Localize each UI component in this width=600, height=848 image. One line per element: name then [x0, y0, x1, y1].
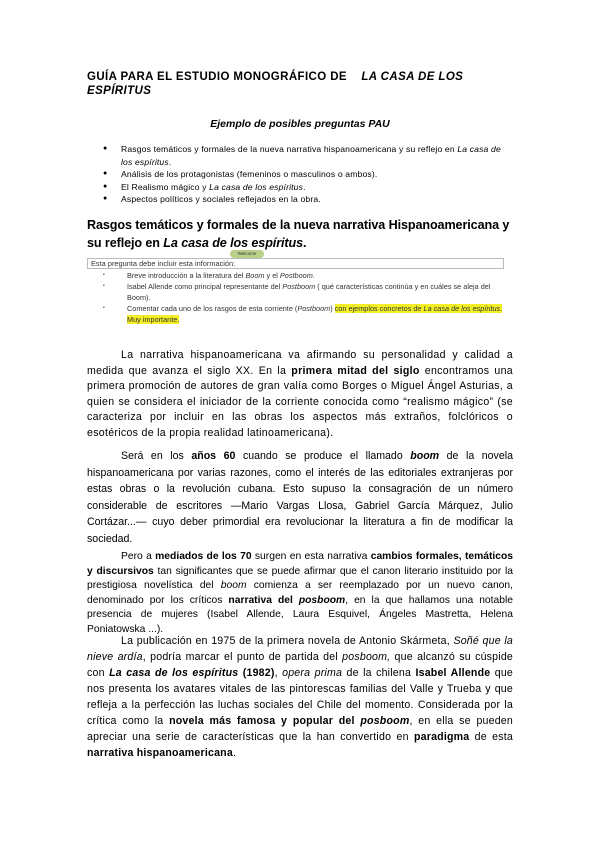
- list-item: ● El Realismo mágico y La casa de los espíritus.: [103, 181, 513, 194]
- title-main: GUÍA PARA EL ESTUDIO MONOGRÁFICO DE: [87, 71, 347, 83]
- list-item: • Isabel Allende como principal representante del Postboom ( qué características continúa y en cuáles se aleja del Boom).: [87, 281, 503, 303]
- list-item: ● Rasgos temáticos y formales de la nueva narrativa hispanoamericana y su reflejo en La casa de los espíritus.: [103, 143, 513, 168]
- highlight: con ejemplos concretos de La casa de los espíritus. Muy importante.: [127, 304, 503, 324]
- info-box-header: Esta pregunta debe incluir esta información:: [87, 258, 504, 269]
- paragraph-4: La publicación en 1975 de la primera novela de Antonio Skármeta, Soñé que la nieve ardía, podría marcar el punto de partida del posboom, que alcanzó su cúspide con La casa de los espíritus (1982), opera prima de la chilena Isabel Allende que nos presenta los avatares vitales de las pintorescas familias del Valle y Trueba y que refleja a la perfección las luchas sociales del Chile del momento. Considerada por la crítica como la novela más famosa y popular del posboom, en ella se pueden apreciar una serie de características que la han convertido en paradigma de esta narrativa hispanoamericana.: [87, 635, 514, 759]
- question-list: [103, 143, 513, 206]
- list-item: ● Análisis de los protagonistas (femeninos o masculinos o ambos).: [103, 168, 513, 181]
- comment-tag: Welcome: [230, 250, 264, 258]
- list-item: • Breve introducción a la literatura del Boom y el Postboom.: [87, 270, 503, 281]
- paragraph-2: Será en los años 60 cuando se produce el llamado boom de la novela hispanoamericana por varias razones, como el interés de las editoriales extranjeras por estas obras o la revolución cubana. Esto supuso la consagración de un número considerable de escritores ―Mario Vargas Llosa, Gabriel García Márquez, Julio Cortázar...― cuyo deber primordial era revolucionar la literatura a fin de modificar la sociedad.: [87, 450, 513, 545]
- list-item: ● Aspectos políticos y sociales reflejados en la obra.: [103, 193, 513, 206]
- info-box: [87, 251, 503, 332]
- paragraph-1: La narrativa hispanoamericana va afirmando su personalidad y calidad a medida que avanza el siglo XX. En la primera mitad del siglo encontramos una primera promoción de autores de gran valía como Borges o Miguel Ángel Asturias, a quien se considera el iniciador de la corriente conocida como “realismo mágico” (se caracteriza por incluir en las obras los aspectos más extraños, folclóricos o esotéricos de la propia realidad latinoamericana).: [87, 349, 513, 439]
- document-subtitle: Ejemplo de posibles preguntas PAU: [210, 118, 390, 130]
- title-work: LA CASA DE LOS ESPÍRITUS: [87, 71, 464, 97]
- paragraph-3: Pero a mediados de los 70 surgen en esta narrativa cambios formales, temáticos y discursivos tan significantes que se puede afirmar que el canon literario instituido por la prestigiosa novelística del boom comienza a ser reemplazado por un nuevo canon, denominado por los críticos narrativa del posboom, en la que hallamos una notable presencia de mujeres (Isabel Allende, Laura Esquivel, Ángeles Mastretta, Helena Poniatowska ...).: [87, 551, 514, 635]
- list-item: • Comentar cada uno de los rasgos de esta corriente (Postboom) con ejemplos concretos de La casa de los espíritus. Muy importante.: [87, 303, 503, 325]
- document-title: [87, 70, 517, 98]
- info-box-list: [87, 270, 503, 325]
- section-heading: Rasgos temáticos y formales de la nueva narrativa Hispanoamericana y su reflejo en La casa de los espíritus.: [87, 218, 510, 250]
